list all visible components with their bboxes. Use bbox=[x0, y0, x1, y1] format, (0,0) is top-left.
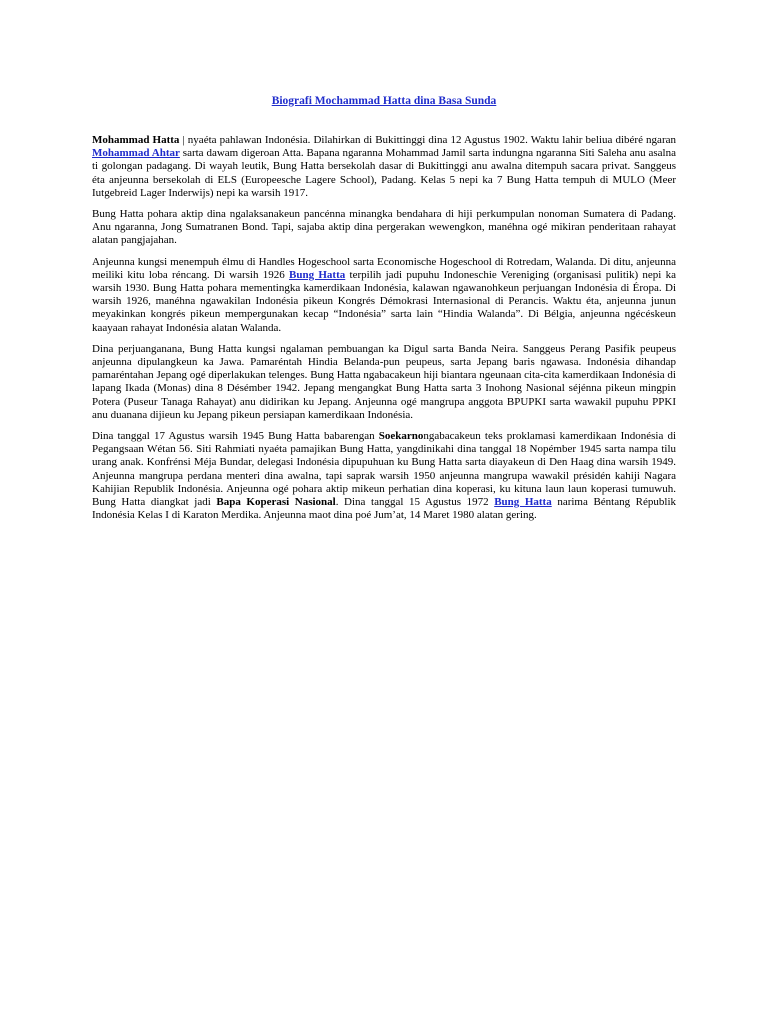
title-link[interactable]: Biografi Mochammad Hatta dina Basa Sunda bbox=[271, 95, 497, 107]
link-mohammad-ahtar[interactable]: Mohammad Ahtar bbox=[92, 147, 180, 160]
link-bung-hatta-1[interactable]: Bung Hatta bbox=[289, 268, 346, 281]
paragraph-5 bbox=[92, 430, 676, 522]
paragraph-2: Bung Hatta pohara aktip dina ngalaksanakeun pancénna minangka bendahara di hiji perkumpulan nonoman Sumatera di Padang. Anu ngaranna, Jong Sumatranen Bond. Tapi, sajaba aktip dina pergerakan wewengkon, manéhna ogé mikiran penderitaan rahayat alatan pangjajahan. bbox=[92, 208, 676, 247]
p1-text-2: sarta dawam digeroan Atta. Bapana ngaranna Mohammad Jamil sarta indungna ngaranna Siti Saleha anu asalna ti golongan padagang. Di wayah leutik, Bung Hatta bersekolah dasar di Bukittinggi anu awalna ditempuh sacara privat. Sanggeus éta anjeunna bersekolah di ELS (Europeesche Lagere School), Padang. Kelas 5 nepi ka 7 Bung Hatta tempuh di MULO (Meer Iutgebreid Lager Inderwijs) nepi ka warsih 1917. bbox=[92, 147, 676, 199]
document-title bbox=[92, 94, 676, 108]
name-bold: Mohammad Hatta bbox=[92, 134, 180, 146]
p1-text-1: | nyaéta pahlawan Indonésia. Dilahirkan di Bukittinggi dina 12 Agustus 1902. Waktu lahir beliua dibéré ngaran bbox=[179, 134, 676, 146]
p5-text-3: . Dina tanggal 15 Agustus 1972 bbox=[335, 496, 495, 509]
bapa-koperasi-bold: Bapa Koperasi Nasional bbox=[216, 496, 336, 509]
soekarno-bold: Soekarno bbox=[378, 430, 424, 443]
paragraph-1 bbox=[92, 134, 676, 200]
paragraph-3 bbox=[92, 256, 676, 335]
link-bung-hatta-2[interactable]: Bung Hatta bbox=[494, 496, 552, 509]
p5-text-4: narima Béntang Républik Indonésia Kelas I di Karaton Merdika. Anjeunna maot dina poé Jum’at, 14 Maret 1980 alatan gering. bbox=[92, 496, 677, 522]
paragraph-4: Dina perjuanganana, Bung Hatta kungsi ngalaman pembuangan ka Digul sarta Banda Neira. Sanggeus Perang Pasifik peupeus anjeunna dipulangkeun ka Jawa. Pamaréntah Hindia Belanda-pun peupeus, sarta Jepang baris ngawasa. Indonésia dihandap pamaréntahan Jepang ogé diperlakukan telenges. Bung Hatta ngabacakeun hiji biantara ngeunaan cita-cita kamerdikaan Indonésia di lapang Ikada (Monas) dina 8 Désémber 1942. Jepang mengangkat Bung Hatta sarta 3 Inohong Nasional séjénna pikeun mingpin Potera (Puseur Tanaga Rahayat) anu didirikan ku Jepang. Anjeunna ogé mangrupa anggota BPUPKI sarta wawakil pupuhu PPKI anu duanana dijieun ku Jepang pikeun persiapan kamerdikaan Indonésia. bbox=[92, 342, 676, 421]
document-page bbox=[92, 94, 676, 530]
p3-text-1: Anjeunna kungsi menempuh élmu di Handles Hogeschool sarta Economische Hogeschool di Rotredam, Walanda. Di ditu, anjeunna meiliki kitu loba réncang. Di warsih 1926 bbox=[92, 255, 676, 281]
p5-text-2: ngabacakeun teks proklamasi kamerdikaan Indonésia di Pegangsaan Wétan 56. Siti Rahmiati nyaéta pamajikan Bung Hatta, yangdinikahi dina tanggal 18 Nopémber 1945 sarta nampa tilu urang anak. Konfrénsi Méja Bundar, delegasi Indonésia dipupuhuan ku Bung Hatta sarta diayakeun di Den Haag dina warsih 1949. Anjeunna mangrupa perdana menteri dina awalna, tapi saprak warsih 1950 anjeunna mangrupa wawakil présidén kahiji Nagara Kahijian Republik Indonésia. Anjeunna ogé pohara aktip mikeun perhatian dina koperasi, ku kituna laun laun koperasi tumuwuh. Bung Hatta diangkat jadi bbox=[92, 430, 677, 509]
p5-text-1: Dina tanggal 17 Agustus warsih 1945 Bung Hatta babarengan bbox=[92, 430, 379, 443]
p3-text-2: terpilih jadi pupuhu Indoneschie Vereniging (organisasi pulitik) nepi ka warsih 1930. Bung Hatta pohara mementingka kamerdikaan Indonésia, kalawan ngawanohkeun perjuangan Indonésia di Éropa. Di warsih 1926, manéhna ngawakilan Indonésia pikeun Kongrés Démokrasi Internasional di Perancis. Waktu éta, anjeunna junun meyakinkan kongrés pikeun mempergunakan kecap “Indonésia” sarta lain “Hindia Walanda”. Di Bélgia, anjeunna ngécéskeun kaayaan rahayat Indonésia alatan Walanda. bbox=[92, 268, 676, 334]
